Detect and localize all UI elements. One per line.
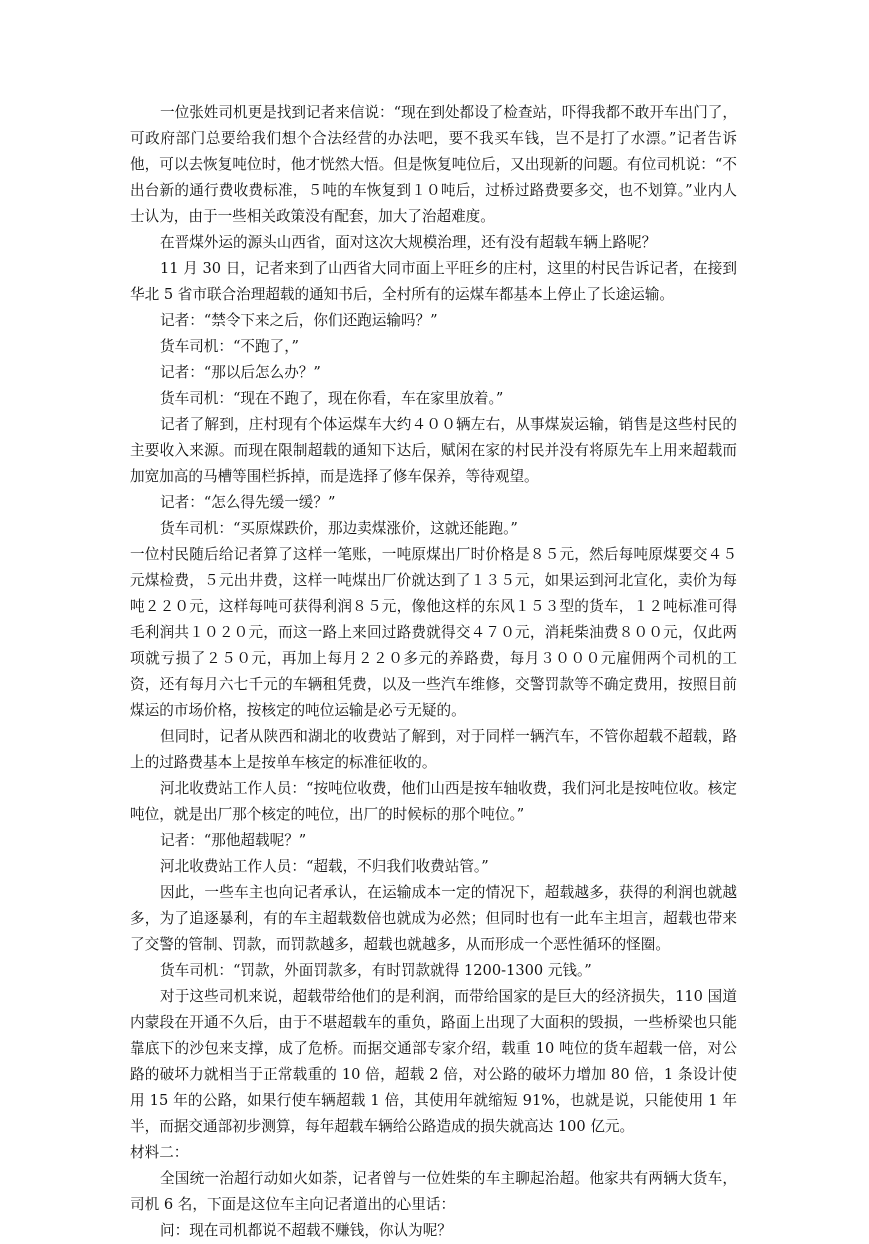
dialogue-line: 记者：“那以后怎么办？” — [160, 364, 321, 381]
dialogue-line: 河北收费站工作人员：“按吨位收费，他们山西是按车轴收费，我们河北是按吨位收。核定吨位，就是出厂那个核定的吨位，出厂的时候标的那个吨位。” — [130, 780, 737, 823]
dialogue-line: 货车司机：“不跑了，” — [160, 338, 299, 355]
dialogue-line: 记者：“怎么得先缓一缓？” — [160, 494, 336, 511]
document-body — [130, 100, 737, 1244]
section-heading: 材料二： — [130, 1144, 189, 1161]
dialogue-line: 河北收费站工作人员：“超载，不归我们收费站管。” — [160, 858, 489, 875]
paragraph: 但同时，记者从陕西和湖北的收费站了解到，对于同样一辆汽车，不管你超载不超载，路上的过路费基本上是按单车核定的标准征收的。 — [130, 728, 737, 771]
paragraph: 全国统一治超行动如火如荼，记者曾与一位姓柴的车主聊起治超。他家共有两辆大货车，司机 6 名，下面是这位车主向记者道出的心里话： — [130, 1170, 737, 1213]
paragraph: 一位张姓司机更是找到记者来信说：“现在到处都设了检查站，吓得我都不敢开车出门了，可政府部门总要给我们想个合法经营的办法吧，要不我买车钱，岂不是打了水漂。”记者告诉他，可以去恢复吨位时，他才恍然大悟。但是恢复吨位后，又出现新的问题。有位司机说：“不出台新的通行费收费标准，５吨的车恢复到１０吨后，过桥过路费要多交，也不划算。”业内人士认为，由于一些相关政策没有配套，加大了治超难度。 — [130, 104, 737, 225]
dialogue-line: 货车司机：“现在不跑了，现在你看，车在家里放着。” — [160, 390, 504, 407]
dialogue-line: 货车司机：“罚款，外面罚款多，有时罚款就得 1200-1300 元钱。” — [160, 962, 592, 979]
question-line: 问：现在司机都说不超载不赚钱，你认为呢？ — [160, 1222, 452, 1239]
dialogue-line: 记者：“那他超载呢？” — [160, 832, 307, 849]
dialogue-line: 货车司机：“买原煤跌价，那边卖煤涨价，这就还能跑。” — [160, 520, 518, 537]
dialogue-line: 记者：“禁令下来之后，你们还跑运输吗？” — [160, 312, 438, 329]
paragraph: 11 月 30 日，记者来到了山西省大同市面上平旺乡的庄村，这里的村民告诉记者，在接到华北 5 省市联合治理超载的通知书后，全村所有的运煤车都基本上停止了长途运输。 — [130, 260, 737, 303]
paragraph: 对于这些司机来说，超载带给他们的是利润，而带给国家的是巨大的经济损失，110 国道内蒙段在开通不久后，由于不堪超载车的重负，路面上出现了大面积的毁损，一些桥梁也只能靠底下的沙包来支撑，成了危桥。而据交通部专家介绍，载重 10 吨位的货车超载一倍，对公路的破坏力就相当于正常载重的 10 倍，超载 2 倍，对公路的破坏力增加 80 倍，1 条设计使用 15 年的公路，如果行使车辆超载 1 倍，其使用年就缩短 91%，也就是说，只能使用 1 年半，而据交通部初步测算，每年超载车辆给公路造成的损失就高达 100 亿元。 — [130, 988, 737, 1135]
paragraph: 因此，一些车主也向记者承认，在运输成本一定的情况下，超载越多，获得的利润也就越多，为了追逐暴利，有的车主超载数倍也就成为必然；但同时也有一此车主坦言，超载也带来了交警的管制、罚款，而罚款越多，超载也就越多，从而形成一个恶性循环的怪圈。 — [130, 884, 737, 953]
paragraph: 记者了解到，庄村现有个体运煤车大约４００辆左右，从事煤炭运输，销售是这些村民的主要收入来源。而现在限制超载的通知下达后，赋闲在家的村民并没有将原先车上用来超载而加宽加高的马槽等围栏拆掉，而是选择了修车保养，等待观望。 — [130, 416, 737, 485]
paragraph: 在晋煤外运的源头山西省，面对这次大规模治理，还有没有超载车辆上路呢？ — [160, 234, 657, 251]
paragraph: 一位村民随后给记者算了这样一笔账，一吨原煤出厂时价格是８５元，然后每吨原煤要交４５元煤检费，５元出井费，这样一吨煤出厂价就达到了１３５元，如果运到河北宣化，卖价为每吨２２０元，这样每吨可获得利润８５元，像他这样的东风１５３型的货车，１２吨标准可得毛利润共１０２０元，而这一路上来回过路费就得交４７０元，消耗柴油费８００元，仅此两项就亏损了２５０元，再加上每月２２０多元的养路费，每月３０００元雇佣两个司机的工资，还有每月六七千元的车辆租凭费，以及一些汽车维修，交警罚款等不确定费用，按照目前煤运的市场价格，按核定的吨位运输是必亏无疑的。 — [130, 546, 737, 719]
